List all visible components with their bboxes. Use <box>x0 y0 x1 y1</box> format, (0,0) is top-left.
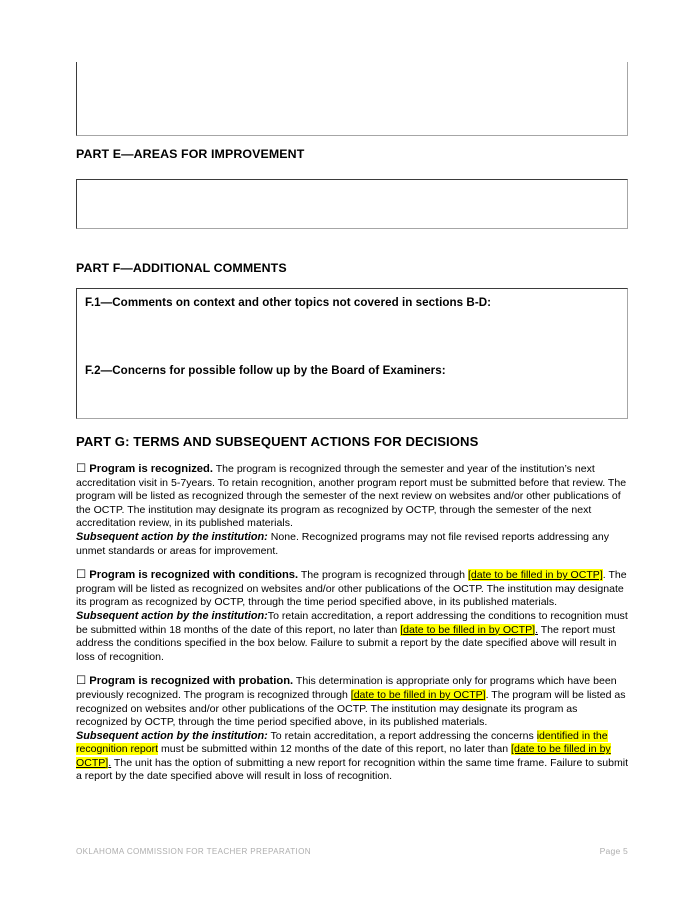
part-g-terms-list <box>76 463 630 784</box>
footer-page-number: Page 5 <box>599 846 628 856</box>
part-f-f2-label: F.2—Concerns for possible follow up by the Board of Examiners: <box>85 364 446 377</box>
highlighted-placeholder: [date to be filled in by OCTP] <box>467 569 603 582</box>
term-title: Program is recognized with probation. <box>89 675 294 688</box>
subsequent-action: Subsequent action by the institution: To retain accreditation, a report addressing the concerns identified in the recognition report must be submitted within 12 months of the date of this report, no later than [date to be filled in by OCTP]. The unit has the option of submitting a new report for recognition within the same time frame. Failure to submit a report by the date specified above will result in loss of recognition. <box>76 729 629 783</box>
checkbox-icon[interactable]: ☐ <box>76 567 87 582</box>
highlighted-placeholder: [date to be filled in by OCTP] <box>400 623 536 636</box>
term-description: ☐ Program is recognized with probation. This determination is appropriate only for programs which have been previously recognized. The program is recognized through [date to be filled in by OCTP]. The program will be listed as recognized on websites and/or other publications of the OCTP. The institution may designate its program as recognized by OCTP, through the time period specified above, in its published materials. <box>76 673 626 729</box>
page-footer <box>76 846 628 856</box>
highlighted-placeholder: identified in the recognition report <box>76 729 608 756</box>
part-e-heading: PART E—AREAS FOR IMPROVEMENT <box>76 147 305 161</box>
decision-term-block <box>76 463 630 558</box>
term-description: ☐ Program is recognized with conditions. The program is recognized through [date to be filled in by OCTP]. The program will be listed as recognized on websites and/or other publications of the OCTP. The institution may designate its program as recognized by OCTP, through the time period specified above, in its published materials. <box>76 567 627 609</box>
checkbox-icon[interactable]: ☐ <box>76 461 87 475</box>
decision-term-block <box>76 569 630 664</box>
continued-response-box[interactable] <box>76 62 628 136</box>
highlighted-placeholder: [date to be filled in by OCTP] <box>350 688 486 701</box>
subsequent-action-label: Subsequent action by the institution: <box>76 530 268 543</box>
part-f-heading: PART F—ADDITIONAL COMMENTS <box>76 261 287 275</box>
term-description: ☐ Program is recognized. The program is recognized through the semester and year of the institution’s next accreditation visit in 5-7years. To retain recognition, another program report must be submitted before that review. The program will be listed as recognized through the semester of the next review on websites and/or other publications of the OCTP. The institution may designate its program as recognized by OCTP, through the semester of the next accreditation review, in its published materials. <box>76 461 627 530</box>
subsequent-action: Subsequent action by the institution: None. Recognized programs may not file revised reports addressing any unmet standards or areas for improvement. <box>76 530 609 557</box>
subsequent-action-label: Subsequent action by the institution: <box>76 609 268 622</box>
underlined-text: . <box>108 756 112 769</box>
checkbox-icon[interactable]: ☐ <box>76 673 87 688</box>
term-title: Program is recognized. <box>89 463 213 475</box>
part-g-heading: PART G: TERMS AND SUBSEQUENT ACTIONS FOR DECISIONS <box>76 434 479 449</box>
part-f-f1-label: F.1—Comments on context and other topics not covered in sections B-D: <box>85 296 492 309</box>
subsequent-action: Subsequent action by the institution:To retain accreditation, a report addressing the conditions to recognition must be submitted within 18 months of the date of this report, no later than [date to be filled in by OCTP]. The report must address the conditions specified in the box below. Failure to submit a report by the date specified above will result in loss of recognition. <box>76 609 628 663</box>
decision-term-block <box>76 675 630 784</box>
part-f-response-box[interactable] <box>76 288 628 419</box>
term-title: Program is recognized with conditions. <box>89 569 299 582</box>
footer-organization: OKLAHOMA COMMISSION FOR TEACHER PREPARATION <box>76 847 311 856</box>
part-e-response-box[interactable] <box>76 179 628 229</box>
underlined-text: . <box>535 623 538 636</box>
subsequent-action-label: Subsequent action by the institution: <box>76 729 268 742</box>
highlighted-placeholder: [date to be filled in by OCTP] <box>76 743 611 769</box>
